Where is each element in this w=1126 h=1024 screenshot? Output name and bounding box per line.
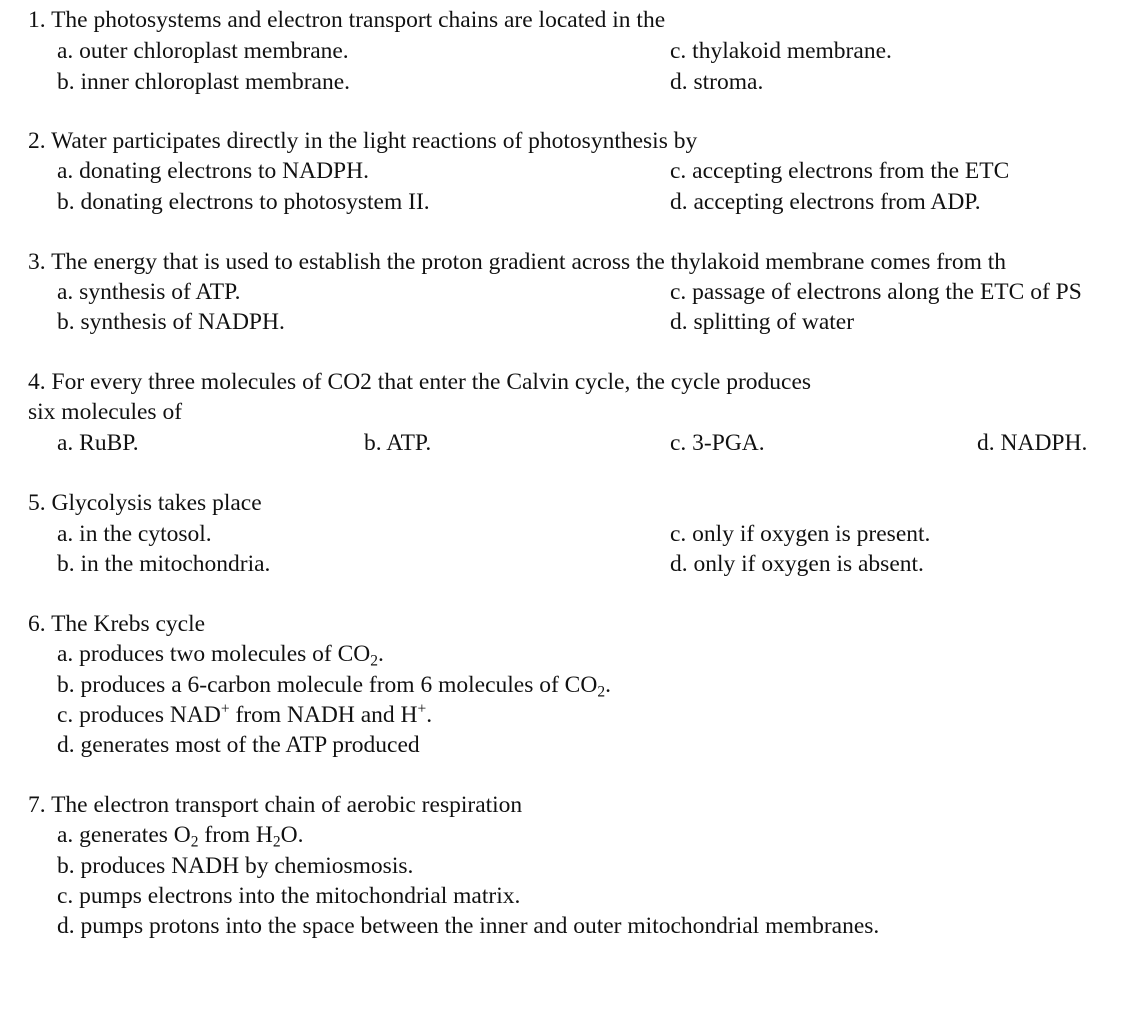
question-5-option-a[interactable]: a. in the cytosol.	[57, 521, 212, 547]
question-3-stem: 3. The energy that is used to establish the proton gradient across the thylakoid membrane comes from th	[28, 249, 1007, 275]
question-2-option-a[interactable]: a. donating electrons to NADPH.	[57, 158, 369, 184]
question-6-option-c-text-mid: from NADH and H	[229, 702, 418, 728]
question-1-option-d[interactable]: d. stroma.	[670, 69, 764, 95]
question-4-option-a[interactable]: a. RuBP.	[57, 430, 139, 456]
subscript: 2	[597, 683, 606, 701]
question-7-option-b[interactable]: b. produces NADH by chemiosmosis.	[57, 853, 414, 879]
question-4-stem: 4. For every three molecules of CO2 that enter the Calvin cycle, the cycle produces	[28, 369, 812, 395]
question-6-option-c-text-end: .	[426, 702, 433, 728]
question-6-option-b-text-end: .	[605, 672, 611, 698]
question-2-option-b[interactable]: b. donating electrons to photosystem II.	[57, 189, 430, 215]
question-3-option-b[interactable]: b. synthesis of NADPH.	[57, 309, 285, 335]
question-3-option-a[interactable]: a. synthesis of ATP.	[57, 279, 241, 305]
subscript: 2	[370, 652, 379, 670]
question-1-stem: 1. The photosystems and electron transport chains are located in the	[28, 7, 666, 33]
question-5-option-d[interactable]: d. only if oxygen is absent.	[670, 551, 924, 577]
question-7-option-a-text-mid: from H	[198, 822, 273, 848]
superscript: +	[220, 700, 230, 718]
subscript: 2	[190, 833, 199, 851]
question-6-option-b[interactable]	[57, 670, 611, 700]
question-4-option-c[interactable]: c. 3-PGA.	[670, 430, 765, 456]
question-2-stem: 2. Water participates directly in the light reactions of photosynthesis by	[28, 128, 698, 154]
question-7-option-a-text-end: O.	[280, 822, 304, 848]
question-1-option-c[interactable]: c. thylakoid membrane.	[670, 38, 892, 64]
question-1-option-b[interactable]: b. inner chloroplast membrane.	[57, 69, 351, 95]
question-7-option-c[interactable]: c. pumps electrons into the mitochondrial matrix.	[57, 883, 521, 909]
superscript: +	[417, 700, 427, 718]
question-6-option-a-text: a. produces two molecules of CO	[57, 641, 371, 667]
question-6-stem: 6. The Krebs cycle	[28, 611, 206, 637]
question-6-option-d[interactable]: d. generates most of the ATP produced	[57, 732, 420, 758]
question-7-option-d[interactable]: d. pumps protons into the space between the inner and outer mitochondrial membranes.	[57, 913, 880, 939]
question-7-option-a[interactable]	[57, 820, 304, 850]
question-2-option-d[interactable]: d. accepting electrons from ADP.	[670, 189, 981, 215]
question-6-option-a-text-end: .	[378, 641, 384, 667]
question-6-option-c[interactable]	[57, 700, 432, 730]
question-1-option-a[interactable]: a. outer chloroplast membrane.	[57, 38, 349, 64]
question-6-option-c-text: c. produces NAD	[57, 702, 221, 728]
question-6-option-a[interactable]	[57, 639, 384, 669]
question-5-option-c[interactable]: c. only if oxygen is present.	[670, 521, 931, 547]
question-6-option-b-text: b. produces a 6-carbon molecule from 6 molecules of CO	[57, 672, 598, 698]
question-3-option-c[interactable]: c. passage of electrons along the ETC of PS	[670, 279, 1082, 305]
question-4-option-b[interactable]: b. ATP.	[364, 430, 432, 456]
question-4-stem-continued: six molecules of	[28, 399, 183, 425]
subscript: 2	[272, 833, 281, 851]
question-5-stem: 5. Glycolysis takes place	[28, 490, 262, 516]
question-7-option-a-text: a. generates O	[57, 822, 191, 848]
question-4-option-d[interactable]: d. NADPH.	[977, 430, 1088, 456]
question-2-option-c[interactable]: c. accepting electrons from the ETC	[670, 158, 1010, 184]
question-5-option-b[interactable]: b. in the mitochondria.	[57, 551, 271, 577]
question-3-option-d[interactable]: d. splitting of water	[670, 309, 855, 335]
question-7-stem: 7. The electron transport chain of aerobic respiration	[28, 792, 523, 818]
